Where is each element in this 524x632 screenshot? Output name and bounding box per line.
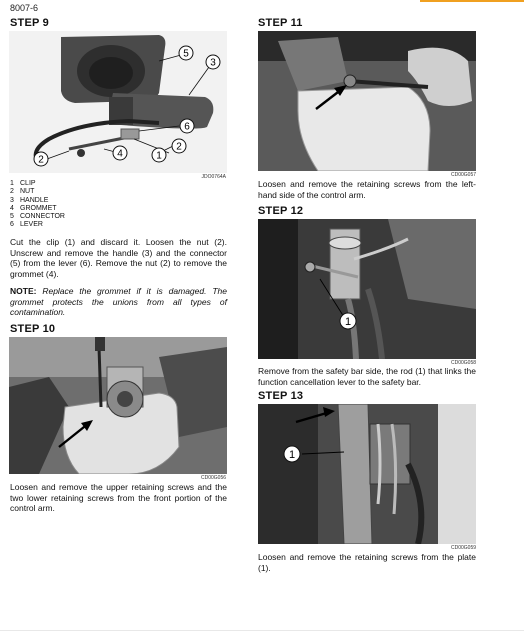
step9-callout-4 (179, 46, 193, 60)
step9-callout-2-left (34, 152, 48, 166)
legend-item: 2 NUT (10, 188, 35, 196)
step11-image-code: CD00G057 (450, 172, 476, 178)
step13-callout-1 (284, 446, 300, 462)
legend-item: 1 CLIP (10, 180, 36, 187)
step10-image-code: CD00G056 (200, 475, 226, 481)
step13-image-code: CD00G059 (450, 545, 476, 551)
svg-text:4: 4 (117, 148, 123, 160)
step13-title: STEP 13 (258, 390, 304, 402)
step9-callout-1 (152, 148, 166, 162)
header-accent-bar (420, 0, 524, 2)
legend-item: 5 CONNECTOR (10, 213, 65, 221)
step11-photo (258, 31, 476, 171)
page-number: 8007-6 (10, 3, 39, 13)
step9-photo (9, 31, 227, 173)
svg-text:6: 6 (184, 121, 190, 133)
step9-instructions: Cut the clip (1) and discard it. Loosen the nut (2). Unscrew and remove the handle (3) and the connector (5) from the lever (6). Remove the nut (2) to remove the grommet (4). (10, 237, 227, 279)
step9-note (10, 286, 227, 318)
legend-item: 4 GROMMET (10, 204, 57, 212)
step12-title: STEP 12 (258, 205, 304, 217)
step10-title: STEP 10 (10, 323, 56, 335)
step10-photo (9, 337, 227, 474)
step11-title: STEP 11 (258, 17, 303, 29)
step13-instructions: Loosen and remove the retaining screws from the plate (1). (258, 552, 476, 573)
step9-callout-5 (180, 119, 194, 133)
svg-text:1: 1 (288, 449, 296, 461)
svg-text:2: 2 (176, 141, 182, 153)
page-bottom-divider (0, 630, 524, 631)
step12-callout-1 (340, 313, 356, 329)
step9-title: STEP 9 (10, 17, 49, 29)
step9-image-code: JDO0764A (201, 174, 226, 180)
svg-text:1: 1 (156, 150, 162, 162)
svg-text:1: 1 (344, 316, 352, 328)
note-label: NOTE: (10, 286, 37, 296)
step11-instructions: Loosen and remove the retaining screws from the left-hand side of the control arm. (258, 179, 476, 200)
svg-text:2: 2 (38, 154, 44, 166)
step9-callout-2-right (172, 139, 186, 153)
step9-callout-3 (206, 55, 220, 69)
svg-text:5: 5 (183, 48, 189, 60)
step9-callout-6 (113, 146, 127, 160)
note-text: Replace the grommet if it is damaged. The grommet protects the unions from all types of contamination. (10, 286, 227, 318)
legend-item: 6 LEVER (10, 221, 43, 229)
step10-instructions: Loosen and remove the upper retaining screws and the two lower retaining screws from the front portion of the control arm. (10, 482, 227, 514)
step9-legend (10, 180, 210, 230)
svg-text:3: 3 (210, 57, 216, 69)
step12-image-code: CD00G058 (450, 360, 476, 366)
legend-item: 3 HANDLE (10, 196, 49, 204)
step12-photo (258, 219, 476, 359)
step12-instructions: Remove from the safety bar side, the rod (1) that links the function cancellation lever to the safety bar. (258, 366, 476, 387)
step13-photo (258, 404, 476, 544)
